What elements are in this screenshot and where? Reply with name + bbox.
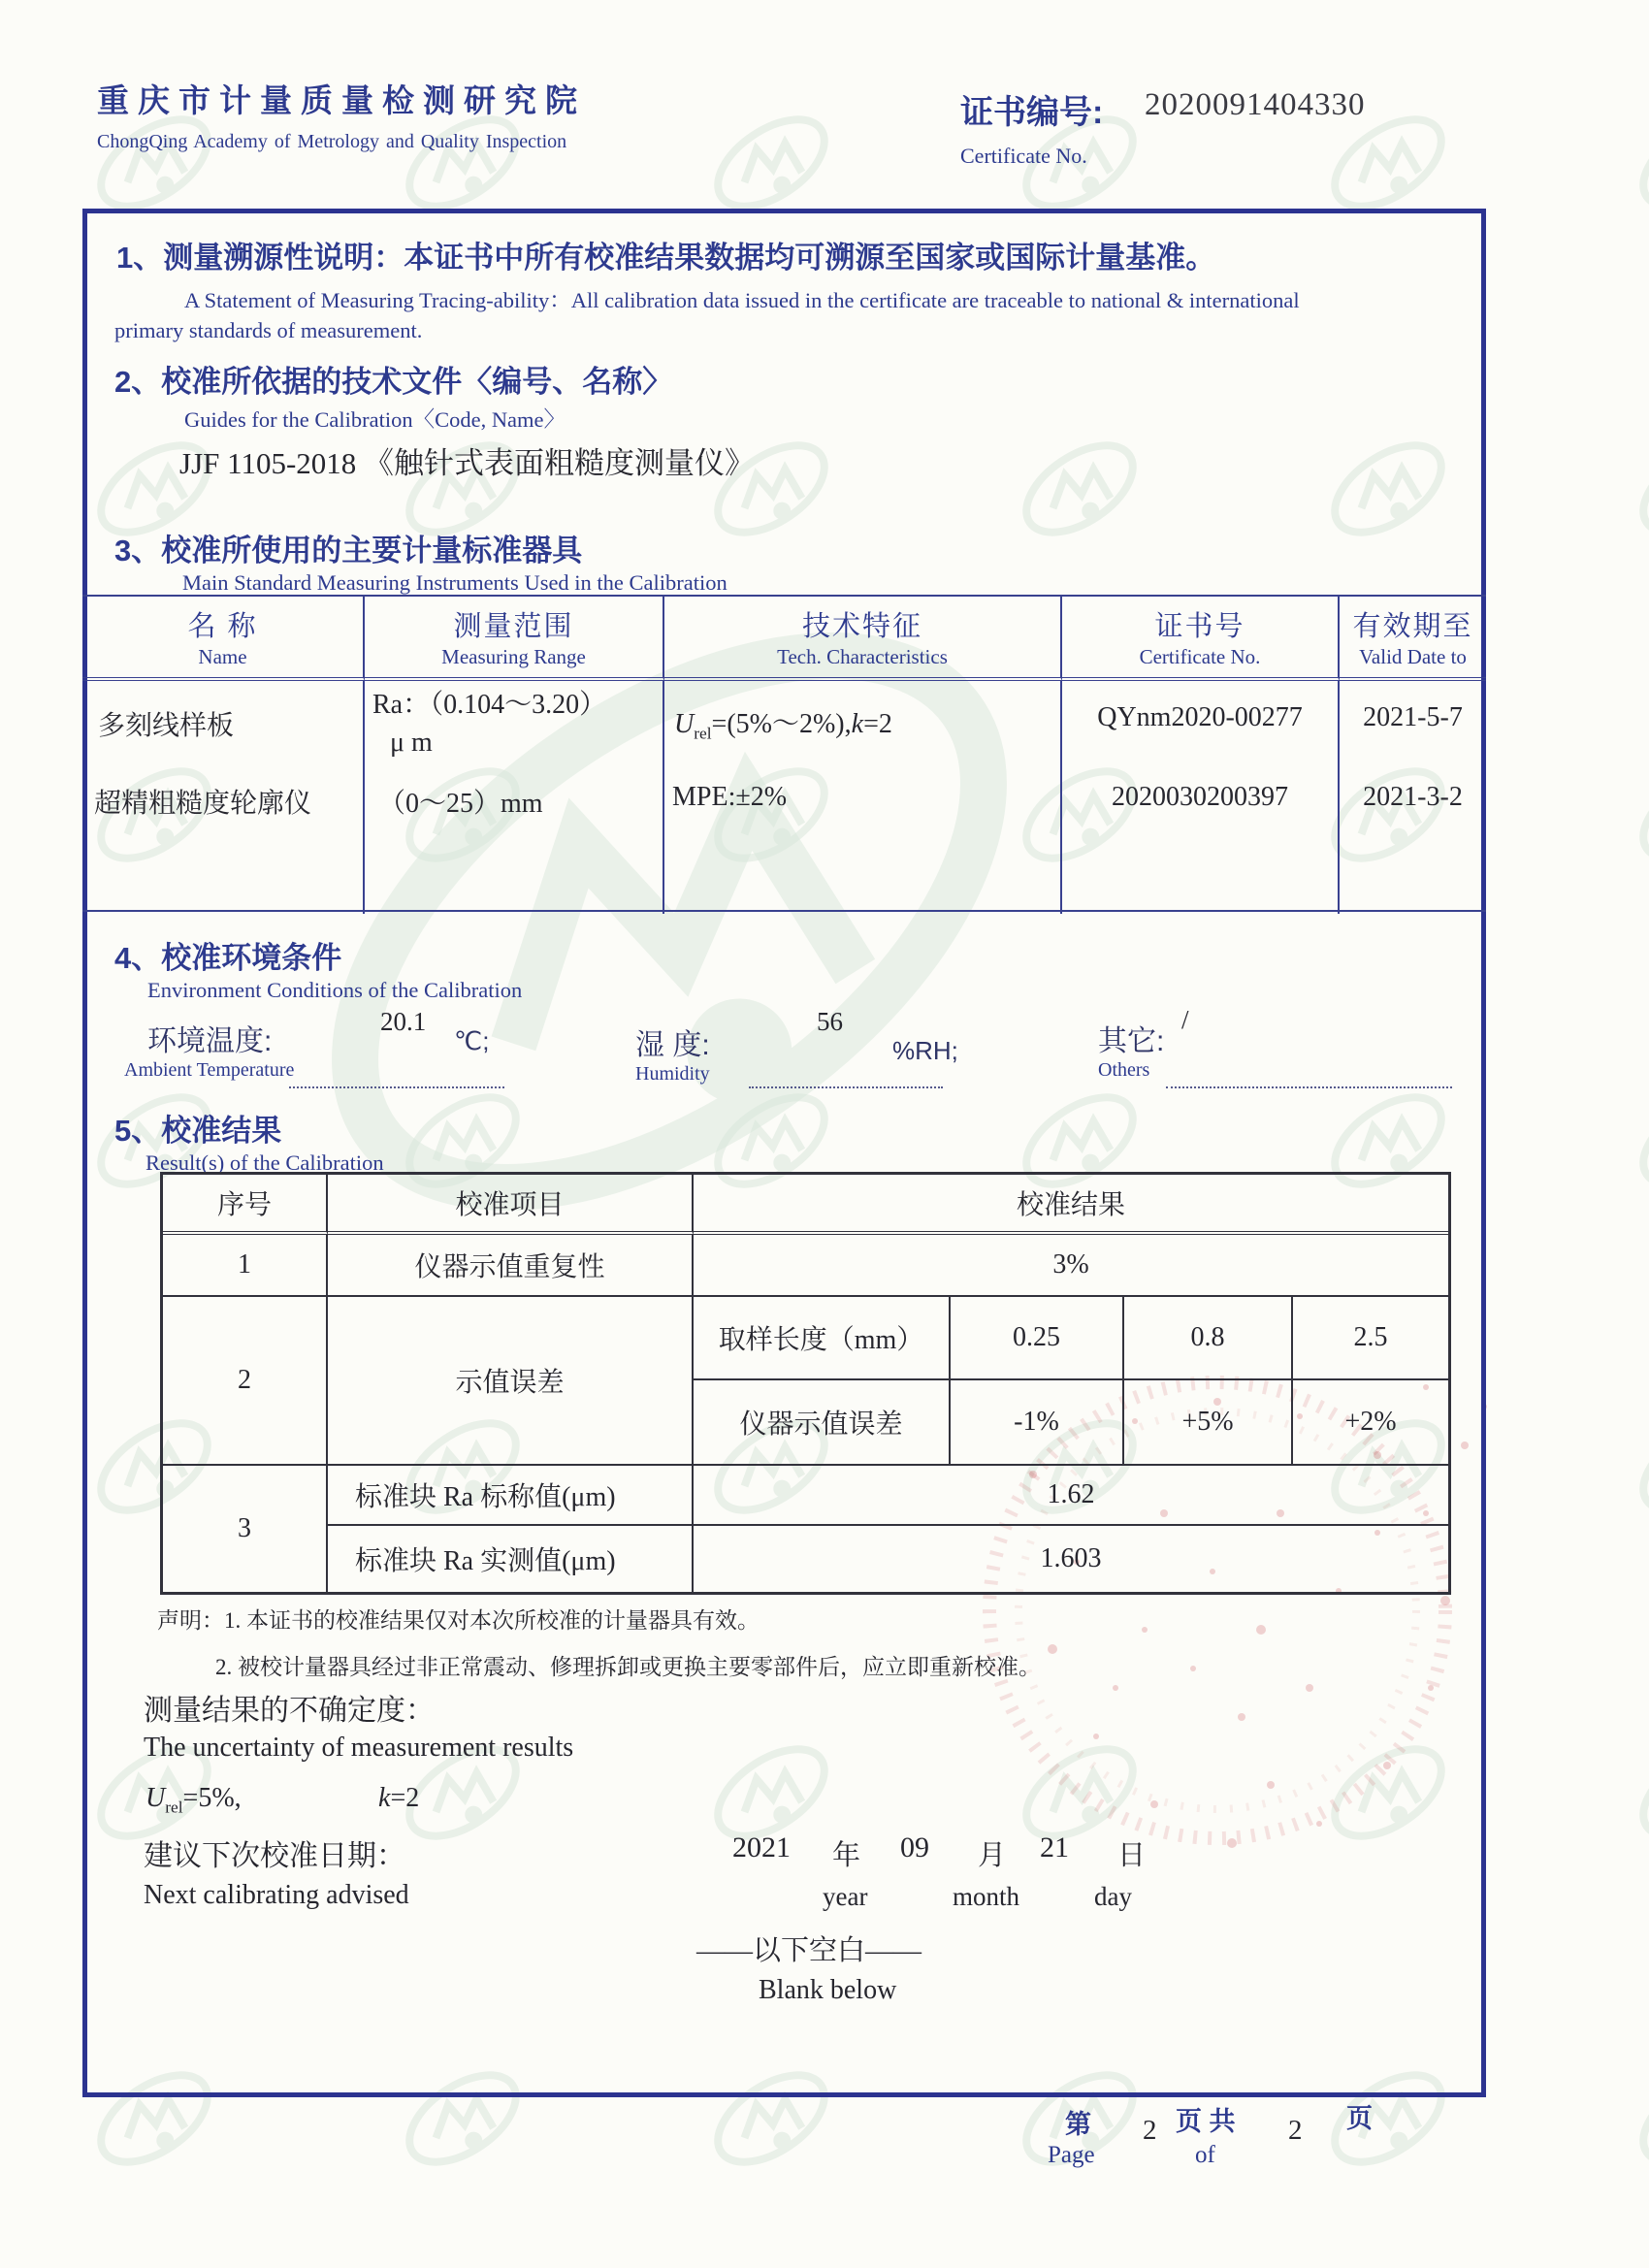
instrument1-range-line2: μ m bbox=[390, 728, 433, 758]
next-calibration-label-cn: 建议下次校准日期： bbox=[144, 1840, 405, 1872]
ambient-temp-label-en: Ambient Temperature bbox=[124, 1059, 295, 1081]
t2-row1-result: 3% bbox=[694, 1235, 1448, 1297]
section5-en: Result(s) of the Calibration bbox=[146, 1150, 384, 1175]
t2-sampling-v2: 0.8 bbox=[1124, 1297, 1293, 1380]
t1-col-name bbox=[82, 681, 365, 914]
t2-error-v1: -1% bbox=[951, 1380, 1124, 1466]
instrument1-valid-date: 2021-5-7 bbox=[1363, 702, 1463, 732]
t2-measured-value: 1.603 bbox=[1040, 1543, 1102, 1573]
next-calibration-month: 09 bbox=[900, 1831, 929, 1863]
section3-title: 3、校准所使用的主要计量标准器具 bbox=[114, 534, 583, 567]
footer-pages-end-cn: 页 bbox=[1346, 2104, 1373, 2133]
section1-en-line1: A Statement of Measuring Tracing-ability：All calibration data issued in the certificate are traceable to national & international bbox=[184, 288, 1300, 312]
t2-nominal-label: 标准块 Ra 标称值(μm) bbox=[328, 1466, 694, 1526]
t1-header-valid-cn: 有效期至 bbox=[1352, 611, 1473, 642]
t1-header-range-cn: 测量范围 bbox=[453, 611, 574, 642]
next-calibration-year: 2021 bbox=[732, 1831, 791, 1863]
others-value: / bbox=[1181, 1005, 1189, 1034]
year-unit-cn: 年 bbox=[832, 1840, 861, 1871]
humidity-label-en: Humidity bbox=[635, 1063, 710, 1085]
urel-subscript: rel bbox=[694, 724, 712, 743]
footer-total-pages: 2 bbox=[1288, 2115, 1303, 2146]
t2-header-result: 校准结果 bbox=[694, 1175, 1448, 1235]
k-value: =2 bbox=[863, 709, 892, 739]
instrument1-tech bbox=[674, 702, 892, 744]
footer-pages-mid-cn: 页 共 bbox=[1176, 2107, 1236, 2136]
t2-row2-item: 示值误差 bbox=[328, 1297, 694, 1466]
t2-sampling-v3: 2.5 bbox=[1293, 1297, 1448, 1380]
month-unit-en: month bbox=[953, 1882, 1020, 1911]
instrument2-range: （0～25）mm bbox=[378, 789, 543, 819]
t1-col-valid bbox=[1340, 681, 1486, 914]
t1-header-range bbox=[365, 597, 664, 681]
t2-indication-error-label: 仪器示值误差 bbox=[694, 1380, 951, 1466]
ambient-temp-value: 20.1 bbox=[380, 1007, 427, 1036]
uncertainty-value bbox=[146, 1783, 242, 1818]
certificate-no-label-cn: 证书编号: bbox=[960, 94, 1104, 131]
statement-line2: 2. 被校计量器具经过非正常震动、修理拆卸或更换主要零部件后，应立即重新校准。 bbox=[215, 1655, 1041, 1679]
t2-sampling-length-label: 取样长度（mm） bbox=[694, 1297, 951, 1380]
statement-line1: 声明：1. 本证书的校准结果仅对本次所校准的计量器具有效。 bbox=[157, 1608, 760, 1633]
certificate-no-label-en: Certificate No. bbox=[960, 144, 1087, 168]
instrument2-valid-date: 2021-3-2 bbox=[1363, 782, 1463, 812]
calibration-guide-document: JJF 1105-2018 《触针式表面粗糙度测量仪》 bbox=[179, 446, 756, 480]
t1-header-tech bbox=[664, 597, 1062, 681]
t1-col-range bbox=[365, 681, 664, 914]
coverage-factor-k: k bbox=[378, 1783, 391, 1813]
t1-header-cert bbox=[1062, 597, 1340, 681]
next-calibration-day: 21 bbox=[1040, 1831, 1069, 1863]
instrument2-cert-no: 2020030200397 bbox=[1112, 782, 1288, 812]
standard-instruments-table bbox=[82, 595, 1486, 912]
org-title-en: ChongQing Academy of Metrology and Quality Inspection bbox=[97, 131, 567, 152]
blank-below-en: Blank below bbox=[759, 1975, 897, 2005]
t1-header-tech-cn: 技术特征 bbox=[801, 611, 922, 642]
uncertainty-u-symbol: U bbox=[146, 1783, 166, 1813]
humidity-value: 56 bbox=[817, 1007, 843, 1036]
section3-en: Main Standard Measuring Instruments Used in the Calibration bbox=[182, 570, 728, 595]
coverage-factor bbox=[378, 1783, 419, 1814]
t2-row1-no: 1 bbox=[163, 1235, 328, 1297]
t1-header-tech-en: Tech. Characteristics bbox=[777, 645, 948, 668]
blank-below-cn: ——以下空白—— bbox=[696, 1935, 922, 1966]
t2-measured-label: 标准块 Ra 实测值(μm) bbox=[328, 1526, 694, 1592]
others-label-cn: 其它: bbox=[1098, 1025, 1165, 1057]
ambient-temp-underline bbox=[289, 1086, 504, 1088]
t1-col-cert bbox=[1062, 681, 1340, 914]
t1-header-valid bbox=[1340, 597, 1486, 681]
ambient-temp-label-cn: 环境温度: bbox=[147, 1025, 273, 1057]
section1-title: 1、测量溯源性说明：本证书中所有校准结果数据均可溯源至国家或国际计量基准。 bbox=[116, 241, 1216, 275]
month-unit-cn: 月 bbox=[978, 1840, 1007, 1871]
year-unit-en: year bbox=[823, 1882, 868, 1911]
footer-of-en: of bbox=[1195, 2142, 1215, 2168]
t2-error-v2: +5% bbox=[1124, 1380, 1293, 1466]
t1-header-name bbox=[82, 597, 365, 681]
humidity-underline bbox=[749, 1086, 943, 1088]
t1-col-tech bbox=[664, 681, 1062, 914]
section2-title: 2、校准所依据的技术文件〈编号、名称〉 bbox=[114, 365, 673, 399]
t2-header-no: 序号 bbox=[163, 1175, 328, 1235]
uncertainty-u-eq: =5%, bbox=[182, 1783, 242, 1813]
t1-header-name-cn: 名 称 bbox=[187, 611, 258, 642]
footer-page-number: 2 bbox=[1143, 2115, 1157, 2146]
ambient-temp-unit: ℃; bbox=[454, 1026, 490, 1055]
footer-page-en: Page bbox=[1048, 2142, 1095, 2168]
t1-header-cert-en: Certificate No. bbox=[1139, 645, 1261, 668]
others-underline bbox=[1166, 1086, 1452, 1088]
instrument1-name: 多刻线样板 bbox=[98, 711, 235, 741]
k-symbol: k bbox=[851, 709, 864, 739]
day-unit-cn: 日 bbox=[1117, 1840, 1147, 1871]
others-label-en: Others bbox=[1098, 1059, 1150, 1081]
t2-nominal-value: 1.62 bbox=[694, 1466, 1448, 1526]
section1-en-line2: primary standards of measurement. bbox=[114, 318, 423, 342]
section5-title: 5、校准结果 bbox=[114, 1114, 282, 1148]
footer-page-cn: 第 bbox=[1065, 2110, 1091, 2139]
t2-row2-no: 2 bbox=[163, 1297, 328, 1466]
t2-error-v3: +2% bbox=[1293, 1380, 1448, 1466]
day-unit-en: day bbox=[1094, 1882, 1132, 1911]
instrument1-range-line1: Ra：（0.104～3.20） bbox=[372, 690, 607, 720]
calibration-results-table bbox=[160, 1172, 1451, 1595]
certificate-no-value: 2020091404330 bbox=[1145, 87, 1366, 122]
section4-title: 4、校准环境条件 bbox=[114, 941, 342, 975]
t1-header-range-en: Measuring Range bbox=[441, 645, 586, 668]
next-calibration-label-en: Next calibrating advised bbox=[144, 1880, 409, 1910]
humidity-unit: %RH; bbox=[892, 1036, 958, 1065]
humidity-label-cn: 湿 度: bbox=[635, 1029, 710, 1061]
instrument2-tech: MPE:±2% bbox=[672, 782, 788, 812]
t2-row1-item: 仪器示值重复性 bbox=[328, 1235, 694, 1297]
coverage-factor-eq: =2 bbox=[390, 1783, 420, 1813]
section2-en: Guides for the Calibration〈Code, Name〉 bbox=[184, 407, 566, 432]
uncertainty-u-subscript: rel bbox=[165, 1798, 183, 1817]
t1-header-cert-cn: 证书号 bbox=[1154, 611, 1245, 642]
urel-expression: =(5%～2%), bbox=[711, 709, 852, 739]
t2-header-item: 校准项目 bbox=[328, 1175, 694, 1235]
t1-header-name-en: Name bbox=[198, 645, 247, 668]
section4-en: Environment Conditions of the Calibration bbox=[147, 978, 523, 1002]
uncertainty-title-en: The uncertainty of measurement results bbox=[144, 1733, 574, 1763]
instrument2-name: 超精粗糙度轮廓仪 bbox=[94, 789, 312, 819]
t2-row3-no: 3 bbox=[163, 1466, 328, 1592]
urel-symbol: U bbox=[674, 709, 695, 739]
t1-header-valid-en: Valid Date to bbox=[1359, 645, 1467, 668]
uncertainty-title-cn: 测量结果的不确定度： bbox=[144, 1695, 435, 1727]
org-title-cn: 重庆市计量质量检测研究院 bbox=[97, 82, 586, 118]
t2-sampling-v1: 0.25 bbox=[951, 1297, 1124, 1380]
instrument1-cert-no: QYnm2020-00277 bbox=[1097, 702, 1303, 732]
